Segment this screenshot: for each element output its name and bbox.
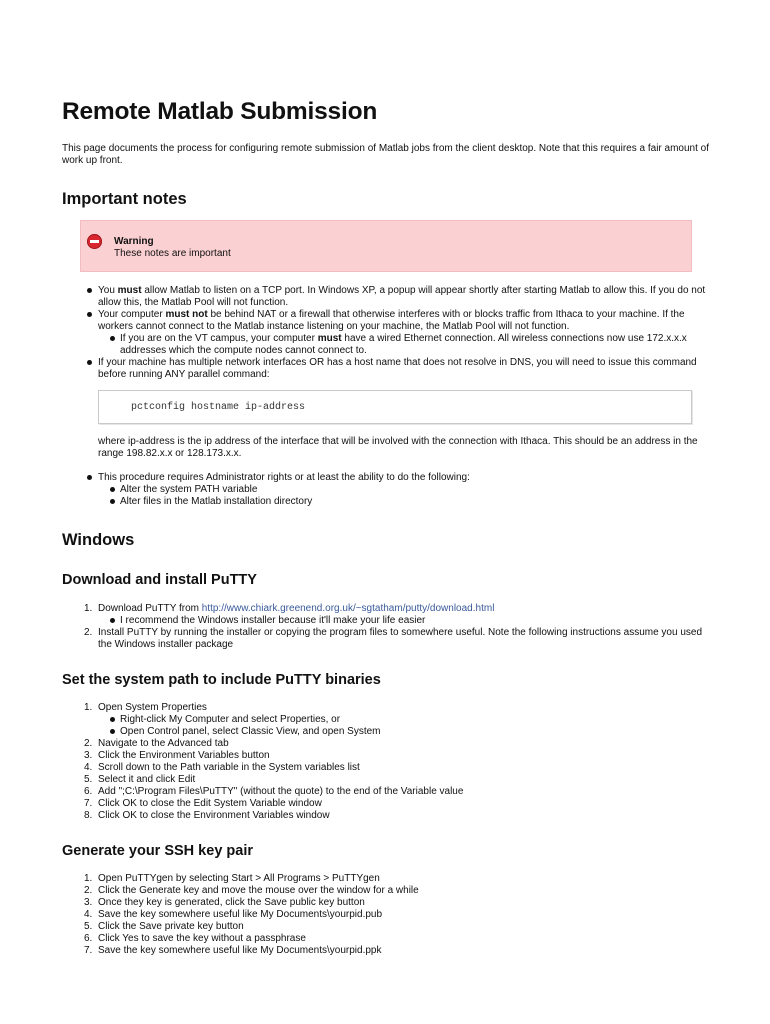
list-item: If you are on the VT campus, your computer must have a wired Ethernet connection. All wireless connections now use 172.x.x.x addresses which the compute nodes cannot connect to.	[98, 333, 710, 357]
list-item: 2. Navigate to the Advanced tab	[84, 738, 229, 749]
putty-steps-list	[62, 603, 710, 651]
list-item: 6. Add ";C:\Program Files\PuTTY" (without the quote) to the end of the Variable value	[84, 786, 464, 797]
admin-list	[62, 472, 710, 508]
list-item: 7. Save the key somewhere useful like My Documents\yourpid.ppk	[84, 945, 382, 956]
ssh-key-heading: Generate your SSH key pair	[62, 843, 253, 859]
putty-download-link[interactable]: http://www.chiark.greenend.org.uk/~sgtatham/putty/download.html	[201, 603, 495, 614]
list-item: This procedure requires Administrator rights or at least the ability to do the following: Alter the system PATH variable Alter files in the Matlab installation directory	[62, 472, 710, 508]
system-path-heading: Set the system path to include PuTTY binaries	[62, 672, 381, 688]
list-item: 1. Download PuTTY from http://www.chiark.greenend.org.uk/~sgtatham/putty/download.html I recommend the Windows installer because it'll make your life easier	[62, 603, 710, 627]
system-path-steps-list	[62, 702, 710, 822]
list-item: If your machine has multiple network interfaces OR has a host name that does not resolve in DNS, you will need to issue this command before running ANY parallel command:	[62, 357, 710, 381]
list-item: 2. Click the Generate key and move the mouse over the window for a while	[84, 885, 419, 896]
warning-text: These notes are important	[114, 248, 231, 259]
list-item: 3. Click the Environment Variables button	[84, 750, 270, 761]
warning-stop-icon	[87, 234, 102, 249]
sub-list	[98, 714, 710, 738]
list-item: Your computer must not be behind NAT or a firewall that otherwise interferes with or blocks traffic from Ithaca to your machine. If the workers cannot connect to the Matlab instance listening on your machine, the Matlab Pool will not function. If you are on the VT campus, your computer must have a wired Ethernet connection. All wireless connections now use 172.x.x.x addresses which the compute nodes cannot connect to.	[62, 309, 710, 357]
page-title: Remote Matlab Submission	[62, 98, 378, 125]
warning-title: Warning	[114, 236, 154, 247]
list-item: 3. Once they key is generated, click the Save public key button	[84, 897, 365, 908]
sub-list	[98, 484, 710, 508]
windows-heading: Windows	[62, 531, 135, 549]
intro-paragraph: This page documents the process for configuring remote submission of Matlab jobs from the client desktop. Note that this requires a fair amount of work up front.	[62, 143, 709, 166]
list-item: I recommend the Windows installer because it'll make your life easier	[98, 615, 710, 627]
ssh-key-steps-list	[62, 873, 710, 957]
list-item: Right-click My Computer and select Properties, or	[98, 714, 710, 726]
list-item: 6. Click Yes to save the key without a passphrase	[84, 933, 306, 944]
list-item: 4. Scroll down to the Path variable in the System variables list	[84, 762, 360, 773]
list-item: 7. Click OK to close the Edit System Variable window	[84, 798, 322, 809]
sub-list	[98, 333, 710, 357]
list-item: 8. Click OK to close the Environment Variables window	[84, 810, 330, 821]
sub-list	[98, 615, 710, 627]
list-item: 2. Install PuTTY by running the installer or copying the program files to somewhere useful. Note the following instructions assume you used the Windows installer package	[84, 627, 703, 650]
list-item: Open Control panel, select Classic View, and open System	[98, 726, 710, 738]
putty-heading: Download and install PuTTY	[62, 572, 257, 588]
important-notes-list	[62, 285, 710, 381]
important-notes-heading: Important notes	[62, 190, 187, 208]
code-text: pctconfig hostname ip-address	[131, 402, 306, 413]
warning-panel	[80, 220, 692, 272]
list-item: 1. Open PuTTYgen by selecting Start > All Programs > PuTTYgen	[84, 873, 380, 884]
code-note-paragraph: where ip-address is the ip address of the interface that will be involved with the connection with Ithaca. This should be an address in the range 198.82.x.x or 128.173.x.x.	[98, 436, 698, 459]
list-item: 4. Save the key somewhere useful like My Documents\yourpid.pub	[84, 909, 383, 920]
list-item: 1. Open System Properties Right-click My Computer and select Properties, or Open Control panel, select Classic View, and open System	[62, 702, 710, 738]
list-item: Alter files in the Matlab installation directory	[98, 496, 710, 508]
list-item: 5. Select it and click Edit	[84, 774, 196, 785]
list-item: 5. Click the Save private key button	[84, 921, 244, 932]
list-item: You must allow Matlab to listen on a TCP port. In Windows XP, a popup will appear shortly after starting Matlab to allow this. If you do not allow this, the Matlab Pool will not function.	[62, 285, 710, 309]
code-block	[98, 390, 692, 424]
list-item: Alter the system PATH variable	[98, 484, 710, 496]
